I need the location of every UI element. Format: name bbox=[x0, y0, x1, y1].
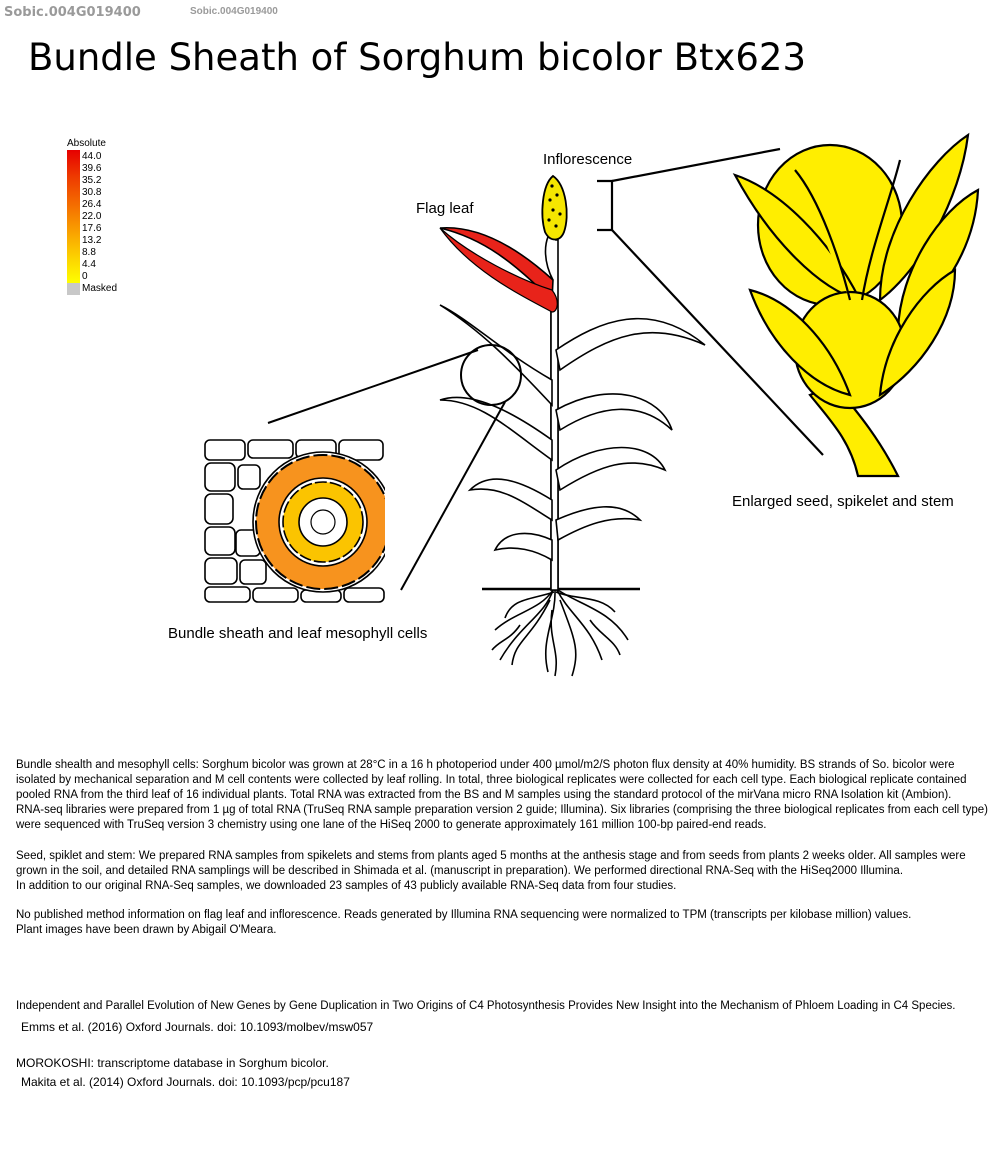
legend-tick: 4.4 bbox=[82, 259, 96, 270]
bundle-sheath-cross-section bbox=[203, 438, 393, 603]
legend-tick: 44.0 bbox=[82, 151, 102, 162]
legend-tick: 22.0 bbox=[82, 211, 102, 222]
inflorescence-tissue bbox=[542, 176, 566, 240]
legend-title: Absolute bbox=[67, 138, 106, 149]
description-line: grown in the soil, and detailed RNA samplings will be described in Shimada et al. (manuscript in preparation). We performed directional RNA-Seq with the HiSeq2000 Illumina. bbox=[16, 865, 904, 877]
legend-masked-label: Masked bbox=[82, 283, 118, 294]
legend-tick: 17.6 bbox=[82, 223, 102, 234]
plant-stem-illustration bbox=[440, 225, 705, 590]
legend-tick: 8.8 bbox=[82, 247, 96, 258]
label-seed-spikelet-stem: Enlarged seed, spikelet and stem bbox=[732, 493, 954, 510]
reference-citation: Emms et al. (2016) Oxford Journals. doi: 10.1093/molbev/msw057 bbox=[21, 1020, 374, 1034]
gene-id-primary: Sobic.004G019400 bbox=[4, 5, 141, 20]
reference-title: MOROKOSHI: transcriptome database in Sorghum bicolor. bbox=[16, 1056, 329, 1070]
label-bundle-sheath: Bundle sheath and leaf mesophyll cells bbox=[168, 625, 428, 642]
description-line: pooled RNA from the third leaf of 16 individual plants. Total RNA was extracted from the BS and M samples using the standard protocol of the mirVana micro RNA Isolation kit (Ambion). bbox=[16, 789, 952, 801]
page-title: Bundle Sheath of Sorghum bicolor Btx623 bbox=[28, 36, 807, 79]
legend-tick: 35.2 bbox=[82, 175, 102, 186]
description-paragraph-bundle-sheath bbox=[16, 758, 1000, 833]
description-line: Bundle shealth and mesophyll cells: Sorghum bicolor was grown at 28°C in a 16 h photoperiod under 400 µmol/m2/S photon flux density at 40% humidity. BS strands of So. bicolor were bbox=[16, 759, 955, 771]
reference-citation: Makita et al. (2014) Oxford Journals. doi: 10.1093/pcp/pcu187 bbox=[21, 1075, 350, 1089]
legend-tick: 13.2 bbox=[82, 235, 102, 246]
description-line: No published method information on flag leaf and inflorescence. Reads generated by Illumina RNA sequencing were normalized to TPM (transcripts per kilobase million) values. bbox=[16, 909, 912, 921]
legend-tick: 39.6 bbox=[82, 163, 102, 174]
roots-illustration bbox=[482, 589, 640, 676]
gene-id-secondary: Sobic.004G019400 bbox=[190, 6, 278, 17]
description-line: RNA-seq libraries were prepared from 1 µg of total RNA (TruSeq RNA sample preparation version 2 guide; Illumina). Six libraries (comprising the three biological replicates from each cell type) bbox=[16, 804, 988, 816]
description-line: isolated by mechanical separation and M cell contents were collected by leaf rolling. In total, three biological replicates were collected for each cell type. Each biological replicate contained bbox=[16, 774, 967, 786]
reference-title: Independent and Parallel Evolution of New Genes by Gene Duplication in Two Origins of C4 Photosynthesis Provides New Insight into the Mechanism of Phloem Loading in C4 Species. bbox=[16, 1000, 956, 1012]
label-flag-leaf: Flag leaf bbox=[416, 200, 474, 217]
legend-tick: 30.8 bbox=[82, 187, 102, 198]
description-paragraph-seed bbox=[16, 849, 1000, 894]
description-paragraph-methods bbox=[16, 908, 1000, 938]
label-inflorescence: Inflorescence bbox=[543, 151, 633, 168]
description-line: were sequenced with TruSeq version 3 chemistry using one lane of the HiSeq 2000 to generate approximately 161 million 100-bp paired-end reads. bbox=[16, 819, 767, 831]
description-line: In addition to our original RNA-Seq samples, we downloaded 23 samples of 43 publicly available RNA-Seq data from four studies. bbox=[16, 880, 677, 892]
description-line: Plant images have been drawn by Abigail O'Meara. bbox=[16, 924, 277, 936]
seed-spikelet-stem-tissue bbox=[735, 135, 978, 476]
description-line: Seed, spiklet and stem: We prepared RNA samples from spikelets and stems from plants aged 5 months at the anthesis stage and from seeds from plants 2 weeks older. All samples were bbox=[16, 850, 966, 862]
legend-tick: 26.4 bbox=[82, 199, 102, 210]
legend-tick: 0 bbox=[82, 271, 88, 282]
